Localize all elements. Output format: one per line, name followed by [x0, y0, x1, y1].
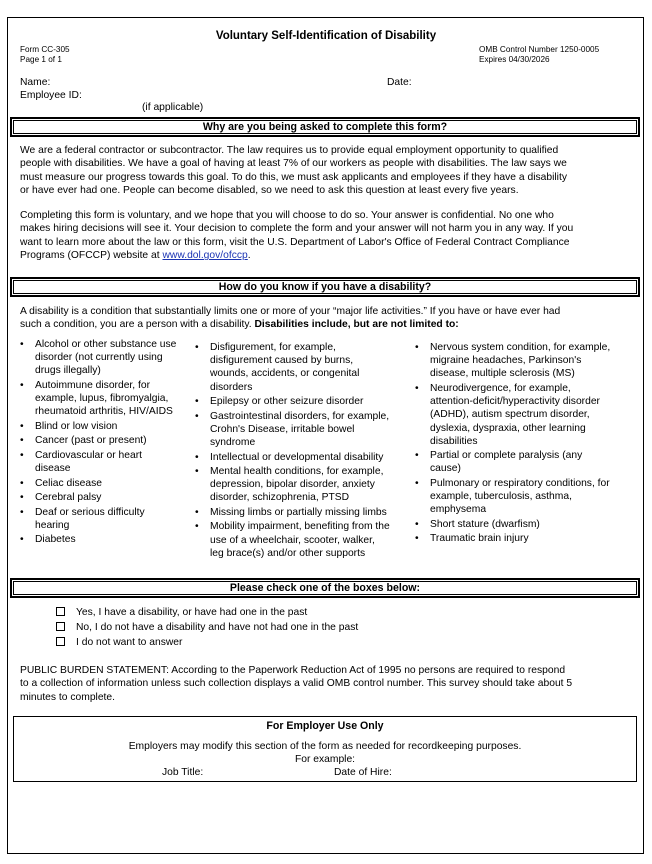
why-p2-line — [20, 249, 635, 262]
disability-list-item — [20, 420, 200, 433]
disability-item-line: dyslexia, dyspraxia, other learning — [430, 422, 586, 434]
option-decline-label: I do not want to answer — [76, 637, 183, 648]
option-no-label: No, I do not have a disability and have not had one in the past — [76, 622, 359, 633]
disability-list-item — [195, 465, 415, 505]
disability-list-item — [20, 449, 200, 475]
employee-id-label: Employee ID: — [20, 90, 82, 101]
disability-item-line: use of a wheelchair, scooter, walker, — [210, 534, 375, 546]
ofccp-link[interactable]: www.dol.gov/ofccp — [162, 250, 248, 262]
disability-list-item — [20, 491, 200, 504]
why-p2-line: makes hiring decisions will see it. Your decision to complete the form and your answer will not harm you in any way. If you — [20, 223, 574, 235]
why-p1-line: or have ever had one. People can become disabled, so we need to ask this question at least every five years. — [20, 185, 519, 197]
disability-item-line: depression, bipolar disorder, anxiety — [210, 479, 375, 491]
disability-item-line: Intellectual or developmental disability — [210, 451, 384, 463]
disability-item-line: Crohn's Disease, irritable bowel — [210, 423, 355, 435]
disability-list-item — [415, 449, 640, 475]
disability-item-line: attention-deficit/hyperactivity disorder — [430, 396, 600, 408]
why-p2-last-suffix: . — [247, 250, 251, 262]
how-intro-line: A disability is a condition that substantially limits one or more of your “major life activities.” If you have or have ever had — [20, 306, 561, 317]
disability-item-line: example, lupus, fibromyalgia, — [35, 393, 169, 405]
option-decline-row[interactable] — [56, 636, 182, 649]
disability-list-column-3 — [415, 341, 640, 547]
option-yes-row[interactable] — [56, 606, 307, 619]
disability-list-item — [195, 341, 415, 394]
public-burden-statement — [20, 664, 635, 704]
disability-item-line: (ADHD), autism spectrum disorder, — [430, 409, 590, 421]
disability-list-item — [20, 379, 200, 419]
disability-list-item — [195, 395, 415, 408]
option-yes-checkbox[interactable] — [56, 607, 65, 616]
disability-list-item — [20, 338, 200, 378]
disability-item-line: cause) — [430, 463, 461, 475]
employer-heading: For Employer Use Only — [266, 720, 384, 732]
if-applicable-note: (if applicable) — [142, 102, 204, 113]
disability-list-item — [415, 477, 640, 517]
disability-item-line: disease, multiple sclerosis (MS) — [430, 368, 575, 380]
disability-item-line: drugs illegally) — [35, 365, 101, 377]
burden-line: minutes to complete. — [20, 691, 116, 703]
employer-use-box — [13, 716, 637, 782]
why-p2-last-prefix: Programs (OFCCP) website at — [20, 250, 163, 262]
burden-line: PUBLIC BURDEN STATEMENT: According to the Paperwork Reduction Act of 1995 no persons are required to respond — [20, 665, 566, 676]
disability-list-item — [415, 532, 640, 545]
disability-item-line: Mobility impairment, benefiting from the — [210, 521, 390, 533]
job-title-label: Job Title: — [162, 767, 204, 778]
option-decline-checkbox[interactable] — [56, 637, 65, 646]
omb-control-number: OMB Control Number 1250-0005 — [479, 45, 600, 54]
disability-list-item — [195, 520, 415, 560]
form-title: Voluntary Self-Identification of Disability — [215, 30, 437, 42]
disability-item-line: Missing limbs or partially missing limbs — [210, 506, 387, 518]
why-p1-line: people with disabilities. We have a goal of having at least 7% of our workers as people with disabilities. The law says we — [20, 158, 567, 170]
option-no-checkbox[interactable] — [56, 622, 65, 631]
disability-item-line: Short stature (dwarfism) — [430, 518, 540, 530]
disability-item-line: disabilities — [430, 435, 478, 447]
disability-item-line: rheumatoid arthritis, HIV/AIDS — [35, 406, 173, 418]
disability-list-item — [20, 434, 200, 447]
disability-item-line: disorder (not currently using — [35, 352, 163, 364]
disability-list-item — [20, 477, 200, 490]
disability-item-line: disease — [35, 463, 71, 475]
disability-item-line: disorders — [210, 381, 253, 393]
section-why-heading: Why are you being asked to complete this form? — [13, 120, 637, 134]
disability-item-line: wounds, accidents, or congenital — [210, 368, 360, 380]
how-intro-line — [20, 318, 635, 331]
disability-item-line: Traumatic brain injury — [430, 533, 529, 545]
expiration-date: Expires 04/30/2026 — [479, 55, 550, 64]
disability-item-line: Autoimmune disorder, for — [35, 379, 151, 391]
disability-item-line: migraine headaches, Parkinson's — [430, 355, 582, 367]
disability-item-line: Pulmonary or respiratory conditions, for — [430, 477, 610, 489]
why-p1-line: must measure our progress towards this goal. To do this, we must ask applicants and employees if they have a disability — [20, 171, 567, 183]
why-paragraph-2 — [20, 209, 635, 263]
disability-list-item — [415, 341, 640, 381]
disability-item-line: Alcohol or other substance use — [35, 339, 177, 350]
section-how-heading: How do you know if you have a disability? — [13, 280, 637, 294]
disability-item-line: hearing — [35, 519, 70, 531]
disability-item-line: emphysema — [430, 504, 487, 516]
disability-list-item — [195, 506, 415, 519]
disability-list-column-1 — [20, 338, 200, 548]
employer-example: For example: — [294, 754, 356, 765]
disability-item-line: Celiac disease — [35, 477, 102, 489]
disability-list-item — [415, 382, 640, 448]
how-intro — [20, 305, 635, 332]
section-why-header — [10, 117, 640, 137]
disability-list-item — [20, 533, 200, 546]
disability-list-item — [415, 518, 640, 531]
disability-item-line: Cancer (past or present) — [35, 435, 147, 447]
why-paragraph-1 — [20, 144, 635, 198]
why-p1-line: We are a federal contractor or subcontractor. The law requires us to provide equal employment opportunity to qualified — [20, 145, 559, 156]
disability-item-line: Nervous system condition, for example, — [430, 342, 611, 353]
why-p2-line: want to learn more about the law or this form, visit the U.S. Department of Labor's Office of Federal Contract Compliance — [20, 236, 570, 248]
option-yes-label: Yes, I have a disability, or have had one in the past — [76, 607, 308, 618]
form-number: Form CC-305 — [20, 45, 70, 54]
disability-item-line: Partial or complete paralysis (any — [430, 450, 583, 462]
section-check-heading: Please check one of the boxes below: — [13, 581, 637, 595]
disability-item-line: Blind or low vision — [35, 420, 118, 432]
how-intro-plain: such a condition, you are a person with a disability. — [20, 319, 255, 331]
date-of-hire-label: Date of Hire: — [334, 767, 392, 778]
disability-item-line: example, tuberculosis, asthma, — [430, 491, 572, 503]
disability-item-line: Gastrointestinal disorders, for example, — [210, 410, 390, 422]
date-label: Date: — [387, 77, 412, 88]
disability-item-line: Neurodivergence, for example, — [430, 382, 571, 394]
burden-line: to a collection of information unless such collection displays a valid OMB control number. This survey should take about 5 — [20, 678, 573, 690]
page-info: Page 1 of 1 — [20, 55, 62, 64]
disability-item-line: Cardiovascular or heart — [35, 449, 143, 461]
disability-item-line: Mental health conditions, for example, — [210, 466, 384, 478]
option-no-row[interactable] — [56, 621, 358, 634]
section-check-header — [10, 578, 640, 598]
disability-item-line: disorder, schizophrenia, PTSD — [210, 492, 350, 504]
name-label: Name: — [20, 77, 51, 88]
disability-list-column-2 — [195, 341, 415, 561]
disability-list-item — [195, 410, 415, 450]
disability-list-item — [20, 506, 200, 532]
disability-item-line: disfigurement caused by burns, — [210, 355, 354, 367]
employer-note: Employers may modify this section of the form as needed for recordkeeping purposes. — [128, 741, 522, 752]
disability-item-line: Cerebral palsy — [35, 492, 102, 504]
disability-item-line: leg brace(s) and/or other supports — [210, 547, 366, 559]
how-intro-bold: Disabilities include, but are not limited to: — [254, 319, 459, 331]
disability-item-line: Diabetes — [35, 534, 76, 546]
disability-item-line: Deaf or serious difficulty — [35, 506, 145, 518]
disability-item-line: syndrome — [210, 437, 256, 449]
why-p2-line: Completing this form is voluntary, and we hope that you will choose to do so. Your answer is confidential. No one who — [20, 210, 554, 221]
section-how-header — [10, 277, 640, 297]
disability-item-line: Disfigurement, for example, — [210, 342, 336, 353]
disability-list-item — [195, 451, 415, 464]
disability-item-line: Epilepsy or other seizure disorder — [210, 396, 364, 408]
